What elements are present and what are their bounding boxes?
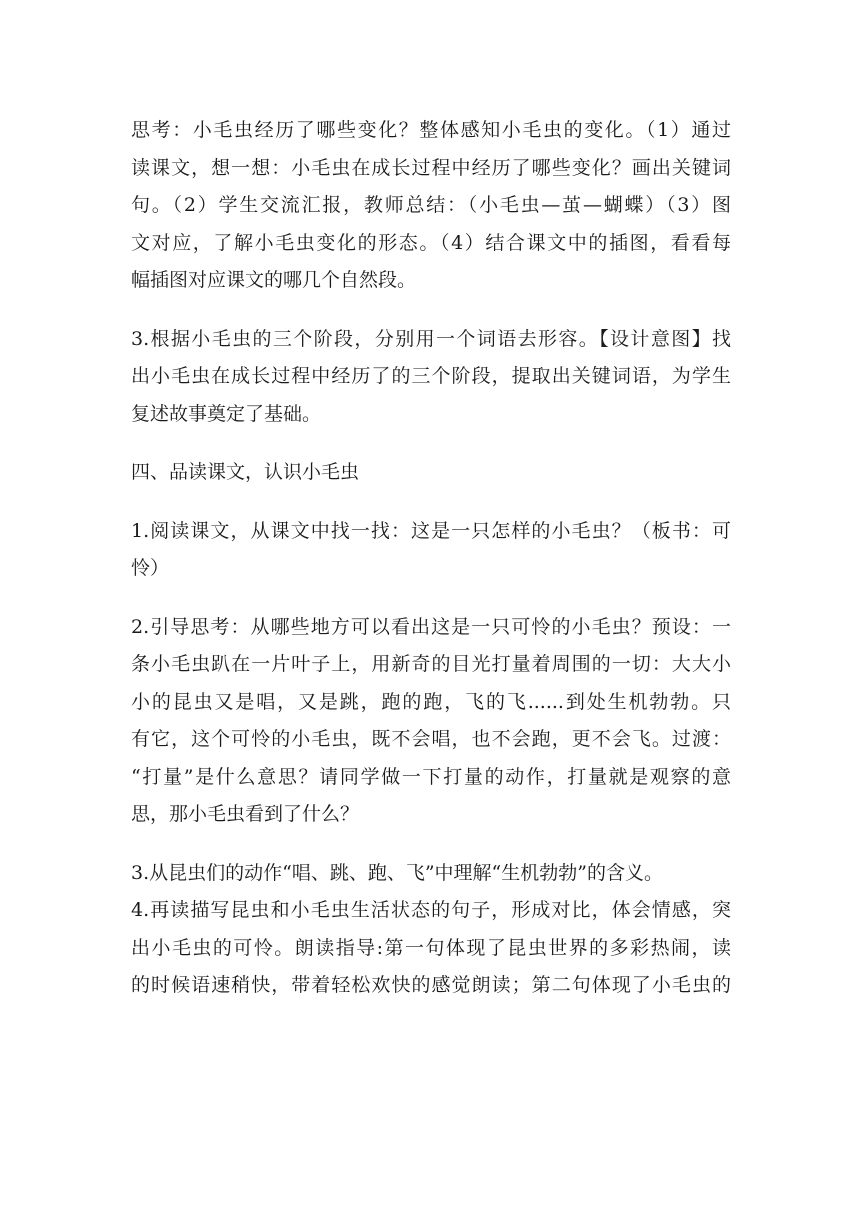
paragraph-thinking bbox=[131, 112, 731, 300]
text-line: 的时候语速稍快，带着轻松欢快的感觉朗读；第二句体现了小毛虫的 bbox=[131, 974, 731, 996]
text-line: 小的昆虫又是唱，又是跳，跑的跑，飞的飞......到处生机勃勃。只 bbox=[131, 690, 731, 713]
section-heading bbox=[131, 454, 731, 492]
text-line: 怜） bbox=[131, 557, 170, 579]
text-line: 3.根据小毛虫的三个阶段，分别用一个词语去形容。【设计意图】找 bbox=[131, 327, 731, 350]
text-line: 思考：小毛虫经历了哪些变化？整体感知小毛虫的变化。（1）通过 bbox=[131, 119, 731, 141]
text-line: “打量”是什么意思？请同学做一下打量的动作，打量就是观察的意 bbox=[131, 765, 731, 788]
text-line: 幅插图对应课文的哪几个自然段。 bbox=[131, 269, 417, 291]
text-line: 四、品读课文，认识小毛虫 bbox=[131, 461, 360, 483]
paragraph-item-2 bbox=[131, 609, 731, 834]
text-line: 思，那小毛虫看到了什么？ bbox=[131, 803, 360, 825]
text-line: 出小毛虫的可怜。朗读指导:第一句体现了昆虫世界的多彩热闹，读 bbox=[131, 936, 731, 959]
text-line: 1.阅读课文，从课文中找一找：这是一只怎样的小毛虫？（板书：可 bbox=[131, 519, 731, 542]
text-line: 有它，这个可怜的小毛虫，既不会唱，也不会跑，更不会飞。过渡： bbox=[131, 728, 731, 750]
text-line: 2.引导思考：从哪些地方可以看出这是一只可怜的小毛虫？预设：一 bbox=[131, 615, 731, 638]
text-line: 句。（2）学生交流汇报，教师总结：（小毛虫—茧—蝴蝶）（3）图 bbox=[131, 194, 731, 216]
paragraph-item-4 bbox=[131, 892, 731, 1005]
paragraph-item-1 bbox=[131, 513, 731, 588]
text-line: 复述故事奠定了基础。 bbox=[131, 402, 322, 425]
paragraph-step-3 bbox=[131, 321, 731, 434]
text-line: 文对应，了解小毛虫变化的形态。（4）结合课文中的插图，看看每 bbox=[131, 231, 731, 254]
text-line: 4.再读描写昆虫和小毛虫生活状态的句子，形成对比，体会情感，突 bbox=[131, 899, 731, 921]
paragraph-item-3 bbox=[131, 855, 731, 893]
text-line: 3.从昆虫们的动作“唱、跳、跑、飞”中理解“生机勃勃”的含义。 bbox=[131, 861, 663, 884]
document-page bbox=[131, 112, 731, 1026]
text-line: 条小毛虫趴在一片叶子上，用新奇的目光打量着周围的一切：大大小 bbox=[131, 653, 731, 675]
text-line: 出小毛虫在成长过程中经历了的三个阶段，提取出关键词语，为学生 bbox=[131, 365, 731, 387]
text-line: 读课文，想一想：小毛虫在成长过程中经历了哪些变化？画出关键词 bbox=[131, 156, 731, 179]
